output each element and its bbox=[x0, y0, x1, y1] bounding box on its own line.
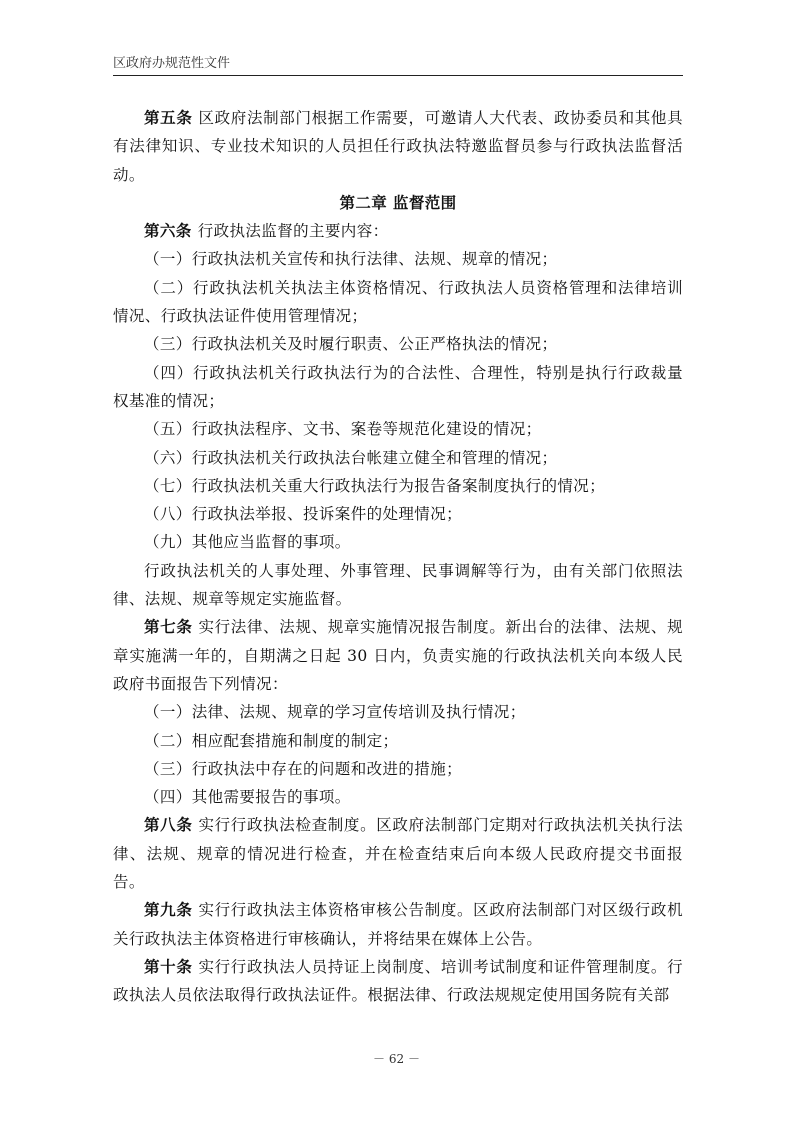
list-item: （一）行政执法机关宣传和执行法律、法规、规章的情况； bbox=[144, 250, 558, 269]
list-item: （五）行政执法程序、文书、案卷等规范化建设的情况； bbox=[144, 420, 542, 439]
article-label: 第八条 bbox=[144, 815, 193, 835]
chapter-title: 第二章 监督范围 bbox=[339, 192, 457, 212]
list-item: （八）行政执法举报、投诉案件的处理情况； bbox=[144, 505, 463, 524]
list-item: （六）行政执法机关行政执法台帐建立健全和管理的情况； bbox=[144, 448, 558, 467]
article-text: 区政府法制部门根据工作需要，可邀请人大代表、政协委员和其他具有法律知识、专业技术知识的人员担任行政执法特邀监督员参与行政执法监督活动。 bbox=[113, 109, 683, 184]
list-item: （三）行政执法中存在的问题和改进的措施； bbox=[144, 759, 463, 778]
article-8 bbox=[113, 811, 683, 896]
list-item: （二）相应配套措施和制度的制定； bbox=[144, 731, 399, 750]
list-item: （九）其他应当监督的事项。 bbox=[144, 533, 351, 552]
article-label: 第十条 bbox=[144, 956, 193, 976]
article-text: 实行法律、法规、规章实施情况报告制度。新出台的法律、法规、规章实施满一年的，自期满之日起 30 日内，负责实施的行政执法机关向本级人民政府书面报告下列情况： bbox=[113, 618, 683, 693]
list-item: （一）法律、法规、规章的学习宣传培训及执行情况； bbox=[144, 703, 526, 722]
article-label: 第六条 bbox=[144, 221, 192, 241]
article-9 bbox=[113, 896, 683, 953]
header-title: 区政府办规范性文件 bbox=[113, 56, 231, 71]
article-text: 行政执法监督的主要内容： bbox=[197, 222, 389, 241]
article-label: 第五条 bbox=[144, 108, 193, 127]
list-item: （四）行政执法机关行政执法行为的合法性、合理性，特别是执行行政裁量权基准的情况； bbox=[113, 363, 683, 410]
document-body bbox=[113, 104, 683, 1010]
page-number: － 62 － bbox=[373, 1052, 420, 1066]
document-header bbox=[113, 52, 683, 76]
article-label: 第七条 bbox=[144, 617, 193, 637]
article-5 bbox=[113, 104, 683, 189]
article-text: 实行行政执法主体资格审核公告制度。区政府法制部门对区级行政机关行政执法主体资格进行审核确认，并将结果在媒体上公告。 bbox=[113, 901, 683, 948]
article-10 bbox=[113, 953, 683, 1010]
list-item: （三）行政执法机关及时履行职责、公正严格执法的情况； bbox=[144, 335, 558, 354]
article-text: 实行行政执法人员持证上岗制度、培训考试制度和证件管理制度。行政执法人员依法取得行政执法证件。根据法律、行政法规规定使用国务院有关部 bbox=[113, 957, 683, 1005]
article-note: 行政执法机关的人事处理、外事管理、民事调解等行为，由有关部门依照法律、法规、规章等规定实施监督。 bbox=[113, 561, 683, 609]
list-item: （四）其他需要报告的事项。 bbox=[144, 788, 351, 807]
article-6 bbox=[113, 217, 683, 245]
article-text: 实行行政执法检查制度。区政府法制部门定期对行政执法机关执行法律、法规、规章的情况进行检查，并在检查结束后向本级人民政府提交书面报告。 bbox=[113, 816, 683, 892]
article-label: 第九条 bbox=[144, 900, 193, 920]
list-item: （二）行政执法机关执法主体资格情况、行政执法人员资格管理和法律培训情况、行政执法证件使用管理情况； bbox=[113, 278, 683, 326]
list-item: （七）行政执法机关重大行政执法行为报告备案制度执行的情况； bbox=[144, 476, 606, 495]
article-7 bbox=[113, 613, 683, 698]
